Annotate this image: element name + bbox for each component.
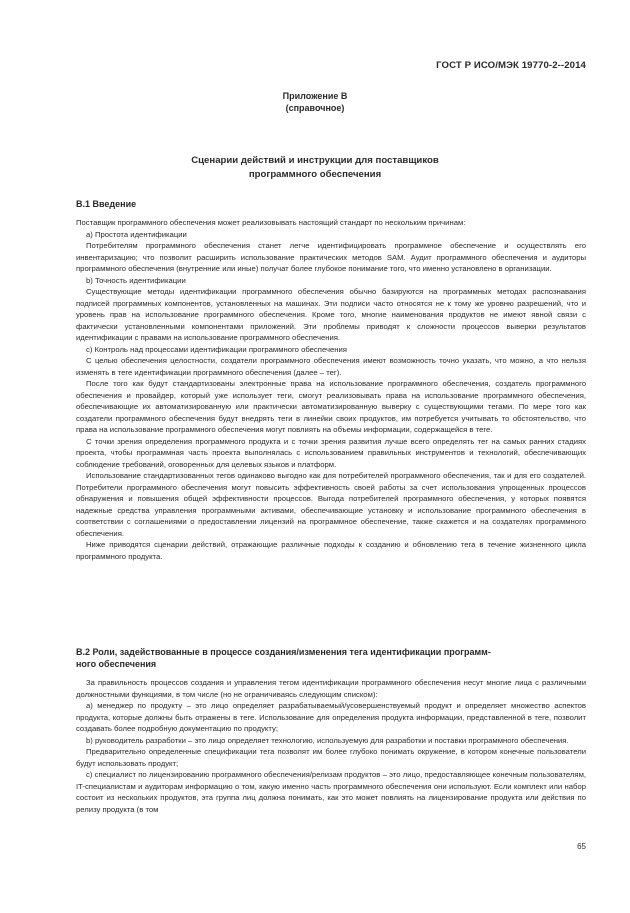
paragraph: С точки зрения определения программного продукта и с точки зрения развития лучше всего определять тег на самых ранних стадиях проекта, чтобы программная часть проекта выполнялась с использованием правильных инструментов и технологий, обеспечивающих соблюдение требований, оговоренных для целевых языков и платформ. [76, 436, 586, 469]
paragraph: с) специалист по лицензированию программного обеспечения/релизам продуктов – это лицо, предоставляющее конечным пользователям, IT-специалистам и аудиторам информацию о том, какую именно часть программного обеспечения они используют. Если комплект или набор состоит из нескольких продуктов, эта группа лиц должна понимать, как это может повлиять на лицензирование продукта или действия по релизу продукта (в том [76, 770, 586, 814]
paragraph: Поставщик программного обеспечения может реализовывать настоящий стандарт по нескольким причинам: [76, 218, 466, 227]
section-heading-b1: В.1 Введение [76, 199, 137, 209]
section-heading-b2-line1: В.2 Роли, задействованные в процессе создания/изменения тега идентификации программ- [76, 647, 491, 657]
paragraph: Ниже приводятся сценарии действий, отражающие различные подходы к созданию и обновлению тега в течение жизненного цикла программного продукта. [76, 540, 586, 561]
document-title-line2: программного обеспечения [248, 168, 382, 180]
paragraph: а) менеджер по продукту – это лицо определяет разрабатываемый/усовершенствуемый продукт и определяет множество аспектов продукта, которые должны быть отражены в теге. Использование для определения продукта информации, представленной в теге, позволит создавать более подробную документацию по продукту; [76, 701, 586, 733]
document-header: ГОСТ Р ИСО/МЭК 19770-2--2014 [436, 60, 586, 71]
list-item-heading: с) Контроль над процессами идентификации программного обеспечения [86, 344, 347, 354]
document-title-line1: Сценарии действий и инструкции для поставщиков [191, 155, 439, 166]
page-number: 65 [577, 842, 586, 851]
paragraph: После того как будут стандартизованы электронные права на использование программного обеспечения, создатель программного обеспечения и провайдер, который уже использует теги, смогут реализовывать права на использование программного обеспечения, обеспечивающие их автоматизированную или практически автоматизированную выверку с существующими тегами. По мере того как создатели программного обеспечения будут внедрять теги в линейки своих продуктов, им потребуется учитывать то обстоятельство, что права на использование программного обеспечения могут повлиять на объемы информации, содержащейся в теге. [76, 379, 586, 434]
paragraph: b) руководитель разработки – это лицо определяет технологию, используемую для разработки и поставки программного обеспечения. [86, 735, 569, 745]
paragraph: Существующие методы идентификации программного обеспечения обычно базируются на программных методах распознавания подписей программных компонентов, установленных на машинах. Эти подписи часто относятся не к тому же уровню разрешений, что и уровень прав на использование программного обеспечения. Кроме того, многие наименования продуктов не имеют явной связи с фактически установленными компонентами приложений. Эти проблемы приводят к сложности процессов выверки результатов идентификации с правами на использование программного обеспечения. [76, 287, 586, 342]
annex-title: Приложение В [282, 91, 348, 101]
paragraph: Предварительно определенные спецификации тега позволят им более глубоко понимать окружение, в котором конечные пользователи будут использовать продукт; [76, 747, 586, 768]
section-body-b2 [76, 677, 586, 815]
document-title [0, 154, 630, 181]
section-body-b1 [76, 217, 586, 562]
paragraph: За правильность процессов создания и управления тегом идентификации программного обеспечения несут многие лица с различными должностными функциями, в том числе (но не ограничиваясь следующим списком): [76, 678, 586, 699]
paragraph: С целью обеспечения целостности, создатели программного обеспечения имеют возможность точно указать, что можно, а что нельзя изменять в теге идентификации программного обеспечения (далее – тег). [76, 356, 586, 377]
paragraph: Потребителям программного обеспечения станет легче идентифицировать программное обеспечение и осуществлять его инвентаризацию; что позволит расширить использование практических методов SAM. Аудит программного обеспечения и аудиторы программного обеспечения (внутренние или иные) получат более глубокое понимание того, что именно установлено в организации. [76, 241, 586, 273]
list-item-heading: b) Точность идентификации [86, 275, 186, 285]
annex-subtitle: (справочное) [285, 103, 345, 113]
section-heading-b2 [76, 646, 586, 670]
paragraph: Использование стандартизованных тегов одинаково выгодно как для потребителей программного обеспечения, так и для его создателей. Потребители программного обеспечения могут повысить эффективность своей работы за счет использования упрощенных процессов обнаружения и повышения общей эффективности процессов. Выгода потребителей программного обеспечения, у которых появятся надежные средства управления программными активами, обеспечивающие установку и использование программного обеспечения в соответствии с соглашениями о предоставлении лицензий на программное обеспечение, также скажется и на создателях программного обеспечения. [76, 471, 586, 538]
list-item-heading: а) Простота идентификации [86, 229, 187, 239]
section-heading-b2-line2: ного обеспечения [76, 659, 157, 669]
